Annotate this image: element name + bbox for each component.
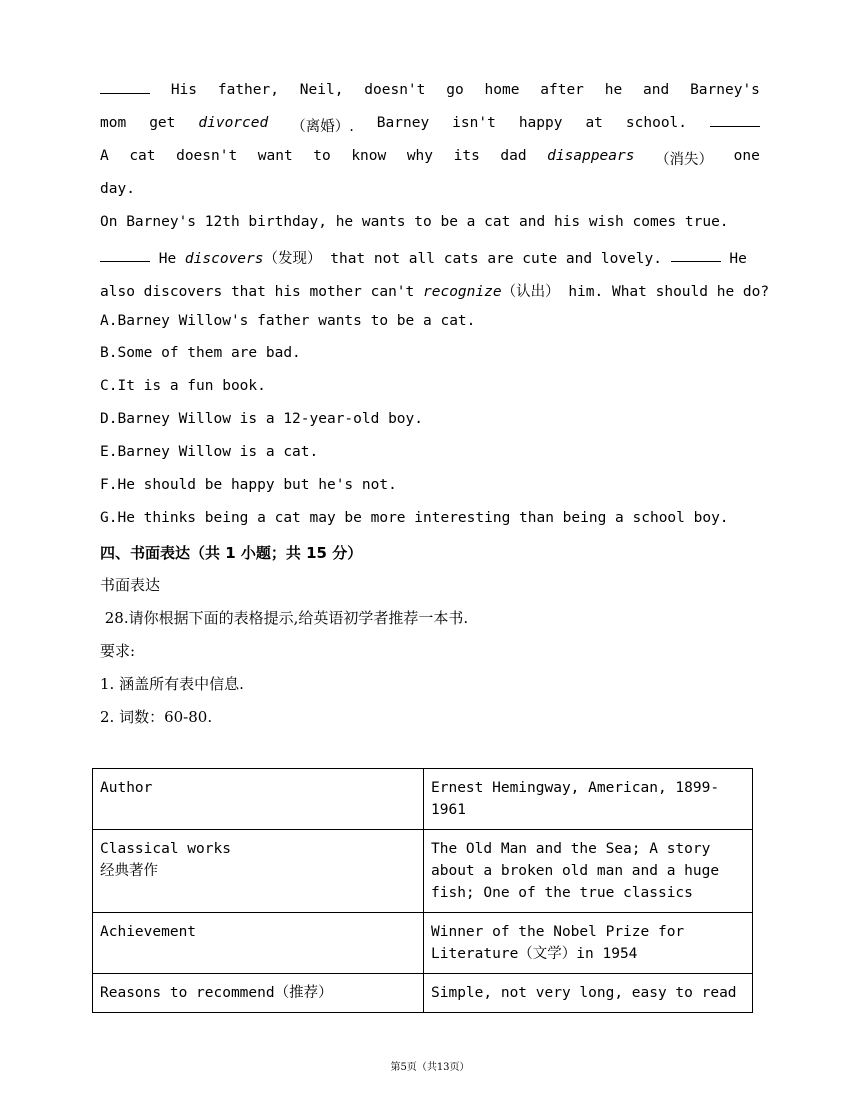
word-divorced: divorced [198,115,269,131]
word-divorced-translation: （离婚）. [291,119,354,135]
table-row [93,769,753,830]
word: Neil, [299,82,344,98]
answer-blank-3 [100,260,150,262]
table-row [93,913,753,974]
word: why [406,148,434,164]
passage-line-3 [100,148,760,169]
text-span: that not all cats are cute and lovely. [321,251,671,267]
cell-text: Reasons to recommend（推荐） [100,985,333,1001]
cell-text: fish; One of the true classics [431,885,693,901]
word: he [604,82,623,98]
passage-line-4: day. [100,181,135,197]
answer-blank-2 [710,125,760,127]
text-span: him. What should he do? [559,284,770,300]
option-b: B.Some of them are bad. [100,345,301,361]
word: know [351,148,387,164]
table-cell [93,913,424,974]
passage-line-1 [100,82,760,98]
word-discovers-translation: （发现） [263,251,322,267]
option-a: A.Barney Willow's father wants to be a cat. [100,313,476,329]
cell-text: Ernest Hemingway, American, 1899-1961 [431,780,720,818]
answer-blank-1 [100,92,150,94]
table-row [93,974,753,1013]
word: isn't [452,115,496,131]
word-recognize: recognize [423,284,502,300]
word: its [453,148,480,164]
section-heading: 四、书面表达（共 1 小题；共 15 分） [100,544,363,562]
answer-blank-4 [671,260,721,262]
table-cell [424,769,753,830]
cell-text: Classical works [100,841,231,857]
word: at [585,115,603,131]
word: want [257,148,293,164]
table-cell [93,974,424,1013]
section-subheading: 书面表达 [100,576,161,594]
word: Barney's [690,82,760,98]
passage-line-5: On Barney's 12th birthday, he wants to be a cat and his wish comes true. [100,214,729,230]
word: doesn't [176,148,238,164]
cell-text: about a broken old man and a huge [431,863,720,879]
word-recognize-translation: （认出） [501,284,560,300]
word: one [733,148,760,164]
table-row [93,830,753,913]
text-span: He [720,251,747,267]
passage-line-7 [100,280,769,301]
cell-text: The Old Man and the Sea; A story [431,841,711,857]
word: school. [625,115,688,131]
cell-text: Winner of the Nobel Prize for [431,924,685,940]
text-span: He [150,251,185,267]
cell-text: Author [100,780,153,796]
cell-text: 经典著作 [100,863,158,879]
word-disappears: disappears [547,148,635,164]
word: A [100,148,109,164]
requirement-2: 2. 词数：60-80. [100,708,213,726]
word: His [170,82,198,98]
word: Barney [376,115,430,131]
word-discovers: discovers [184,251,264,267]
option-f: F.He should be happy but he's not. [100,477,397,493]
word: to [313,148,331,164]
word: happy [518,115,563,131]
word: dad [500,148,527,164]
word: go [446,82,464,98]
word: get [149,115,176,131]
option-e: E.Barney Willow is a cat. [100,444,319,460]
word: home [484,82,520,98]
cell-text: Simple, not very long, easy to read [431,985,737,1001]
cell-text: Achievement [100,924,197,940]
passage-line-6 [100,247,747,268]
word: father, [217,82,279,98]
table-cell [424,974,753,1013]
option-d: D.Barney Willow is a 12-year-old boy. [100,411,424,427]
option-g: G.He thinks being a cat may be more interesting than being a school boy. [100,510,729,526]
word: doesn't [364,82,426,98]
table-cell [424,913,753,974]
passage-line-2 [100,115,760,136]
cell-text: Literature（文学）in 1954 [431,946,638,962]
word: mom [100,115,127,131]
table-cell [93,769,424,830]
word: after [540,82,584,98]
requirements-title: 要求: [100,642,136,660]
table-cell [424,830,753,913]
table-cell [93,830,424,913]
word-disappears-translation: （消失） [655,152,714,168]
word: cat [129,148,156,164]
text-span: also discovers that his mother can't [100,284,424,300]
book-info-table [92,768,753,1013]
question-prompt: 28.请你根据下面的表格提示,给英语初学者推荐一本书. [100,609,469,627]
page-footer: 第5页（共13页） [390,1062,470,1073]
word: and [643,82,670,98]
option-c: C.It is a fun book. [100,378,266,394]
requirement-1: 1. 涵盖所有表中信息. [100,675,244,693]
